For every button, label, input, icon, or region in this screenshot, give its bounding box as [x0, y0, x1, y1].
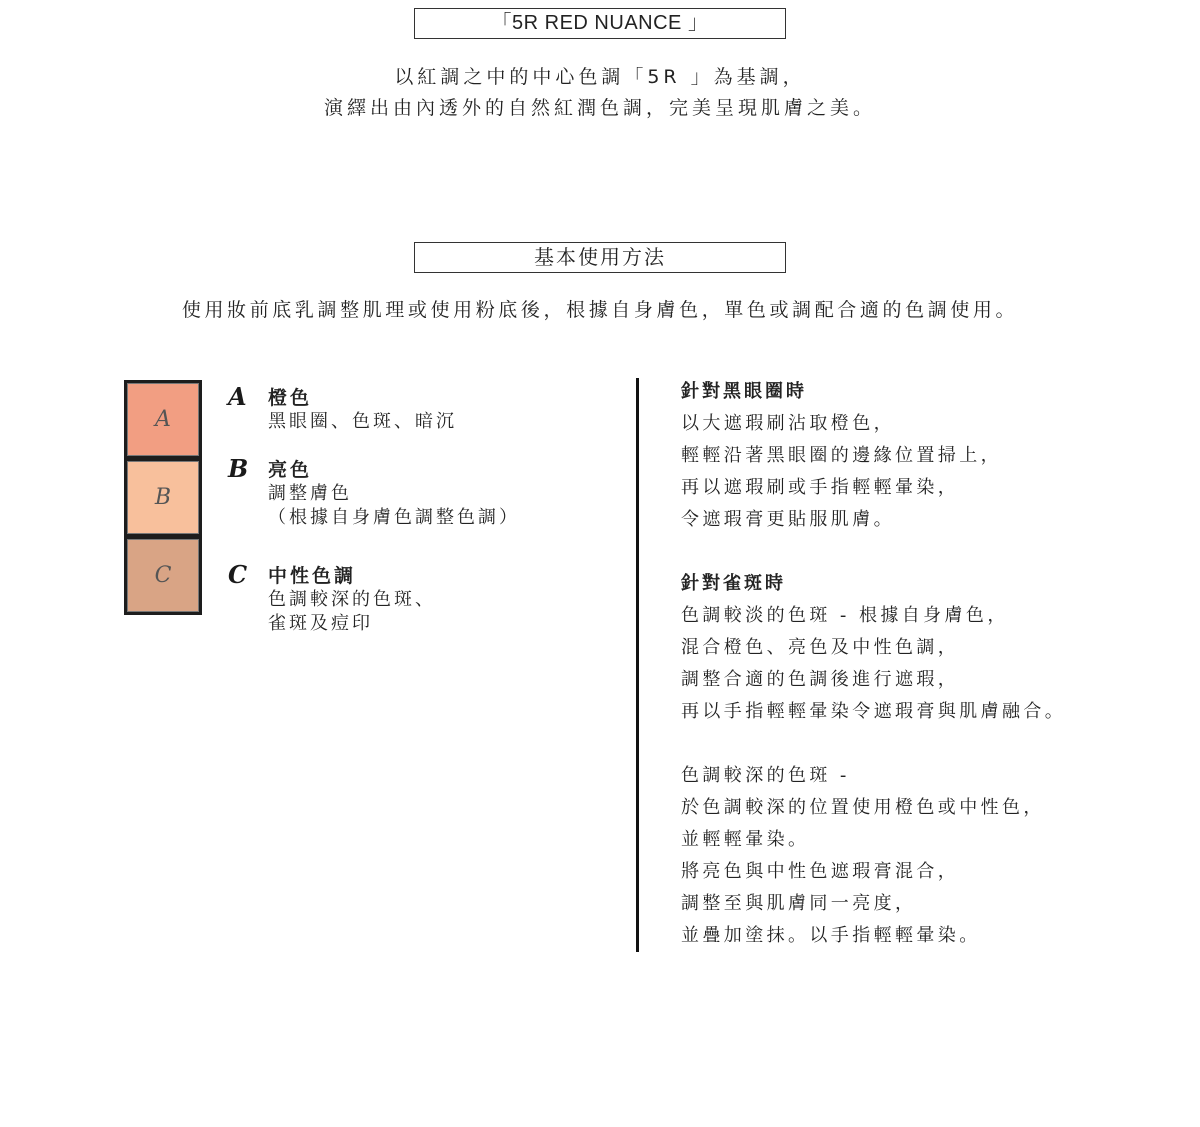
- intro-text: [0, 62, 1200, 124]
- tip-line: 色調較深的色斑 -: [681, 765, 850, 786]
- tip-heading-dark-circles: 針對黑眼圈時: [681, 381, 807, 402]
- tip-line: 並疊加塗抹。以手指輕輕暈染。: [681, 925, 981, 946]
- vertical-divider: [636, 378, 639, 952]
- palette-pan-c: [127, 539, 199, 612]
- shade-name: 中性色調: [268, 565, 357, 587]
- shade-name: 亮色: [268, 459, 313, 481]
- section-title-5r-red-nuance: 「5R RED NUANCE 」: [414, 8, 786, 39]
- tip-line: 調整至與肌膚同一亮度，: [681, 893, 917, 914]
- pan-label: B: [154, 485, 172, 510]
- tip-line: 於色調較深的位置使用橙色或中性色，: [681, 797, 1045, 818]
- tip-line: 再以手指輕輕暈染令遮瑕膏與肌膚融合。: [681, 701, 1067, 722]
- intro-line: 以紅調之中的中心色調「5R 」為基調，: [394, 66, 806, 88]
- pan-label: A: [155, 407, 171, 432]
- usage-intro-text: 使用妝前底乳調整肌理或使用粉底後，根據自身膚色，單色或調配合適的色調使用。: [181, 299, 1019, 321]
- pan-label: C: [154, 563, 172, 588]
- palette-pan-b: [127, 461, 199, 534]
- shade-name: 橙色: [268, 387, 313, 409]
- usage-tips: [681, 376, 1191, 952]
- shade-desc: 黑眼圈、色斑、暗沉: [268, 411, 457, 432]
- shade-desc: 調整膚色: [268, 483, 352, 504]
- section-title-basic-usage: 基本使用方法: [414, 242, 786, 273]
- shade-letter: B: [228, 454, 249, 483]
- tip-line: 令遮瑕膏更貼服肌膚。: [681, 509, 895, 530]
- tip-line: 將亮色與中性色遮瑕膏混合，: [681, 861, 960, 882]
- shade-letter: A: [228, 382, 247, 411]
- tip-line: 色調較淡的色斑 - 根據自身膚色，: [681, 605, 1009, 626]
- concealer-palette-image: [124, 380, 202, 615]
- tip-heading-freckles: 針對雀斑時: [681, 573, 786, 594]
- palette-pan-a: [127, 383, 199, 456]
- tip-line: 調整合適的色調後進行遮瑕，: [681, 669, 960, 690]
- shade-letter: C: [228, 560, 248, 589]
- tip-line: 輕輕沿著黑眼圈的邊緣位置掃上，: [681, 445, 1002, 466]
- intro-line: 演繹出由內透外的自然紅潤色調，完美呈現肌膚之美。: [323, 97, 876, 119]
- tip-line: 再以遮瑕刷或手指輕輕暈染，: [681, 477, 960, 498]
- shade-desc: 雀斑及痘印: [268, 613, 373, 634]
- tip-line: 並輕輕暈染。: [681, 829, 810, 850]
- shade-desc: 色調較深的色斑、: [268, 589, 436, 610]
- tip-line: 混合橙色、亮色及中性色調，: [681, 637, 960, 658]
- tip-line: 以大遮瑕刷沾取橙色，: [681, 413, 895, 434]
- shade-desc: （根據自身膚色調整色調）: [268, 507, 520, 528]
